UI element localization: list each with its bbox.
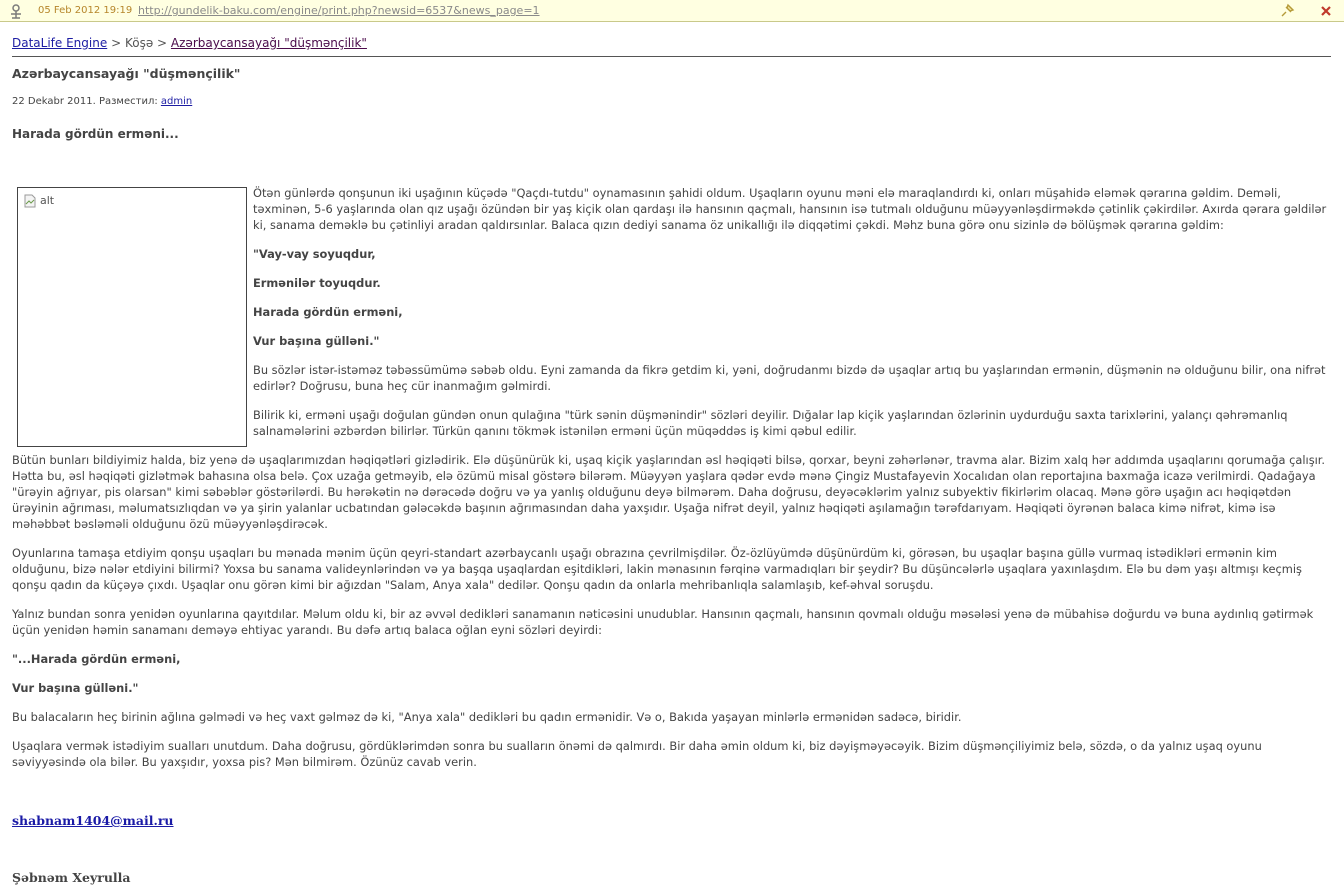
image-alt-text: alt (40, 194, 55, 207)
verse-line: "...Harada gördün erməni, (12, 652, 181, 666)
breadcrumb-separator: > (111, 36, 122, 50)
verse-line: Vur başına güllənі." (12, 681, 139, 695)
breadcrumb-section: Köşə (124, 36, 154, 50)
article-paragraph: Bilirik ki, erməni uşağı doğulan gündən onun qulağına "türk sənin düşmənindir" sözləri deyilir. Dığalar lap kiçik yaşlarından özlərinin uydurduğu saxta tarixlərini, yalançı qəhrəmanlıq salnamələrini əzbərdən bilirlər. Türkün qanını tökmək istənilən erməni üçün müqəddəs iş kimi qəbul edilir. (253, 408, 1288, 438)
author-signature: Şəbnəm Xeyrulla (12, 870, 131, 885)
article-date: 22 Dekabr 2011. Разместил: (12, 96, 158, 107)
pin-icon[interactable] (1279, 3, 1295, 19)
article-paragraph: Ötən günlərdə qonşunun iki uşağının küçədə "Qaçdı-tutdu" oynamasının şahidi oldum. Uşaqların oyunu məni elə maraqlandırdı ki, onları müşahidə eləmək qərarına gəldim. Deməli, təxminən, 5-6 yaşlarında olan qız uşağı özündən bir yaş kiçik olan qardaşı ilə hansının qaçmalı, hansının isə tutmalı olduğunu müəyyənləşdirməkdə çətinlik çəkirdilər. Axırda qərara gəldilər ki, sanama deməklə bu çətinliyi aradan qaldırsınlar. Balaca qızın dediyi sanama öz unikallığı ilə diqqətimi çəkdi. Məhz buna görə onu sizinlə də bölüşmək qərarına gəldim: (253, 186, 1327, 232)
article-paragraph: Bütün bunları bildiyimiz halda, biz yenə də uşaqlarımızdan həqiqətləri gizlədirik. Elə düşünürük ki, uşaq kiçik yaşlarından əsl həqiqəti bilsə, qorxar, beyni zəhərlənər, travma alar. Bizim xalq hər addımda uşaqlarını qorumağa çalışır. Hətta bu, əsl həqiqəti gizlətmək bahasına olsa belə. Çox uzağa getməyib, elə özümü misal göstərə bilərəm. Müəyyən yaşlara qədər evdə mənə Çingiz Mustafayevin Xocalıdan olan reportajına baxmağa icazə verilmirdi. Qadağaya "ürəyin ağrıyar, pis olarsan" kimi səbəblər göstərilərdi. Bu hərəkətin nə dərəcədə doğru və ya yanlış olduğunu deyə bilmərəm. Daha doğrusu, deyəcəklərim yalnız subyektiv fikirlərim olacaq. Mənə görə uşağın acı həqiqətdən ürəyinin ağrıması, məlumatsızlıqdan və ya şirin yalanlar ucbatından gələcəkdə başının ağrımasından daha yaxşıdır. Uşağa nifrət deyil, yalnız həqiqəti aşılamağın tərəfdarıyam. Həqiqəti öyrənən balaca kimə nifrət, kimə isə məhəbbət bəsləməli olduğunu özü müəyyənləşdirəcək. (12, 453, 1326, 531)
page-title: Azərbaycansayağı "düşmənçilik" (12, 66, 241, 81)
article-meta (12, 96, 1331, 107)
verse-line: Harada gördün erməni, (253, 305, 403, 319)
article-paragraph: Yalnız bundan sonra yenidən oyunlarına qayıtdılar. Məlum oldu ki, bir az əvvəl dedikləri sanamanın nəticəsini unudublar. Hansının qaçmalı, hansının qovmalı olduğu məsələsi yenə də mübahisə doğurdu və buna aydınlıq gətirmək üçün yenidən həmin sanamanı deməyə ehtiyac yarandı. Bu dəfə artıq balaca oğlan eyni sözləri deyirdi: (12, 607, 1314, 637)
breadcrumb (12, 34, 1331, 57)
snapshot-url-link[interactable]: http://gundelik-baku.com/engine/print.php?newsid=6537&news_page=1 (138, 4, 540, 17)
verse-line: Vur başına güllənі." (253, 334, 380, 348)
article-paragraph: Uşaqlara vermək istədiyim sualları unutdum. Daha doğrusu, gördüklərimdən sonra bu sualların önəmi də qalmırdı. Bir daha əmin oldum ki, biz dəyişməyəcəyik. Bizim düşmənçiliyimiz belə, sözdə, o da yalnız uşaq oyunu səviyyəsində ola bilər. Bu yaxşıdır, yoxsa pis? Mən bilmirəm. Özünüz cavab verin. (12, 739, 1262, 769)
breadcrumb-separator: > (157, 36, 168, 50)
close-icon[interactable] (1319, 4, 1333, 18)
article-image (17, 187, 247, 447)
archive-toolbar (0, 0, 1344, 22)
article-paragraph: Bu balacaların heç birinin ağlına gəlmədi və heç vaxt gəlməz də ki, "Anya xala" dedikləri bu qadın ermənidir. Və o, Bakıda yaşayan minlərlə ermənidən sadəcə, biridir. (12, 710, 962, 724)
snapshot-date: 05 Feb 2012 19:19 (38, 5, 133, 16)
article-paragraph: Oyunlarına tamaşa etdiyim qonşu uşaqları bu mənada mənim üçün qeyri-standart azərbaycanlı uşağı obrazına çevrilmişdilər. Öz-özlüyümdə düşünürdüm ki, görəsən, bu uşaqlar başına güllə vurmaq istədikləri ermənin kim olduğunu, bizə nələr etdiyini bilirmi? Yoxsa bu sanama valideynlərindən və ya başqa uşaqlardan eşitdikləri, lakin mənasının fərqinə varmadıqları bir şeydir? Bu düşüncələrlə uşaqlara yaxınlaşdım. Elə bu dəm yaşı altmışı keçmiş qonşu qadın da küçəyə çıxdı. Uşaqlar onu görən kimi bir ağızdan "Salam, Anya xala" dedilər. Qonşu qadın da onlarla mehribanlıqla salamlaşıb, kef-əhval soruşdu. (12, 546, 1302, 592)
author-link[interactable]: admin (160, 96, 193, 107)
author-email-link[interactable]: shabnam1404@mail.ru (12, 813, 174, 828)
verse-line: "Vay-vay soyuqdur, (253, 247, 376, 261)
print-page (12, 34, 1331, 885)
article-paragraph: Bu sözlər istər-istəməz təbəssümümə səbəb oldu. Eyni zamanda da fikrə getdim ki, yəni, doğrudanmı bizdə də uşaqlar artıq bu yaşlarından ermənin, düşmənin nə olduğunu bilir, ona nifrət edirlər? Doğrusu, buna heç cür inanmağım gəlmirdi. (253, 363, 1326, 393)
broken-image-icon (24, 194, 36, 208)
verse-line: Ermənilər toyuqdur. (253, 276, 381, 290)
breadcrumb-current-link[interactable]: Azərbaycansayağı "düşmənçilik" (170, 36, 367, 50)
archive-logo-icon[interactable] (8, 3, 24, 19)
article-body (12, 185, 1331, 770)
breadcrumb-home-link[interactable]: DataLife Engine (12, 36, 108, 50)
article-lead: Harada gördün erməni... (12, 127, 179, 141)
author-email (12, 813, 1331, 828)
